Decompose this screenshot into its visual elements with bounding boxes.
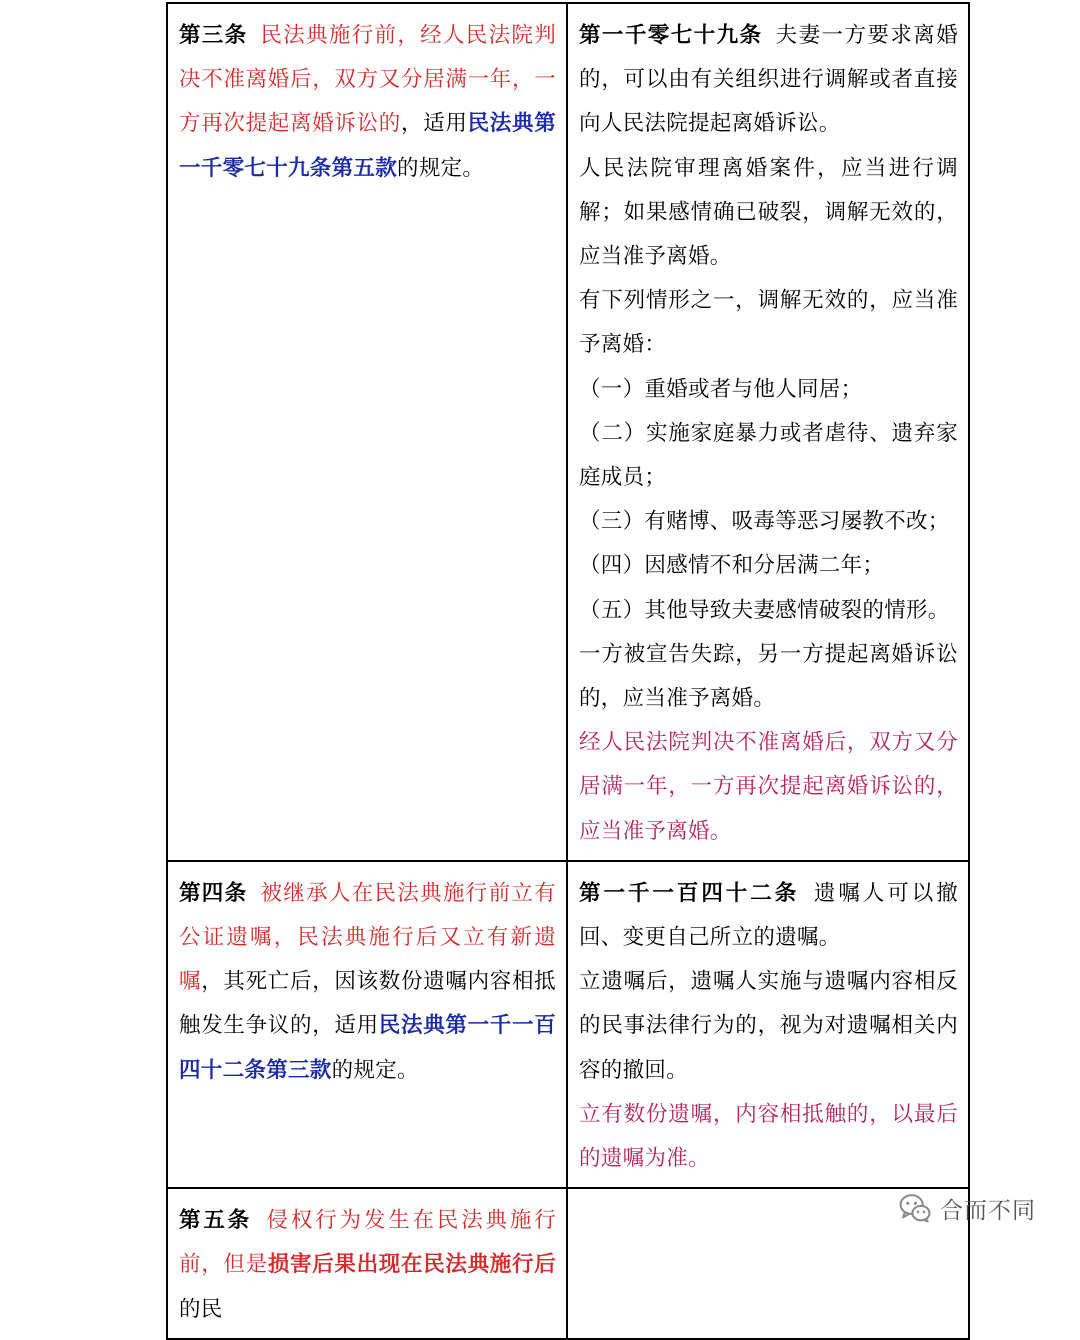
table-row <box>167 3 969 861</box>
civil-code-cell <box>567 861 969 1188</box>
civil-code-paragraph: （五）其他导致夫妻感情破裂的情形。 <box>579 597 950 623</box>
civil-code-paragraph: （四）因感情不和分居满二年； <box>579 553 885 579</box>
civil-code-paragraph: （三）有赌博、吸毒等恶习屡教不改； <box>579 509 950 535</box>
watermark-text: 合而不同 <box>940 1197 1036 1224</box>
article-text: 的规定。 <box>397 155 485 181</box>
article-text: 遗嘱人可以撤回、变更自己所立的遗嘱。 <box>579 880 958 951</box>
article-number: 第五条 <box>179 1208 252 1234</box>
civil-code-paragraph: 立遗嘱后，遗嘱人实施与遗嘱内容相反的民事法律行为的，视为对遗嘱相关内容的撤回。 <box>579 969 958 1083</box>
civil-code-paragraph <box>579 872 958 960</box>
civil-code-paragraph: 有下列情形之一，调解无效的，应当准予离婚： <box>579 288 958 358</box>
interpretation-cell <box>167 1188 567 1339</box>
article-number: 第一千零七十九条 <box>579 23 763 48</box>
interpretation-cell <box>167 3 567 861</box>
interpretation-paragraph <box>179 14 556 191</box>
article-text: ，适用 <box>401 111 468 137</box>
civil-code-paragraph: 经人民法院判决不准离婚后，双方又分居满一年，一方再次提起离婚诉讼的，应当准予离婚。 <box>579 730 958 844</box>
civil-code-paragraph: （二）实施家庭暴力或者虐待、遗弃家庭成员； <box>579 420 958 491</box>
table-row <box>167 861 969 1188</box>
referenced-article: 民法典第一千一百四十二条第三款 <box>179 1013 556 1083</box>
civil-code-paragraph: 人民法院审理离婚案件，应当进行调解；如果感情确已破裂，调解无效的，应当准予离婚。 <box>579 155 958 270</box>
article-number: 第四条 <box>179 880 248 906</box>
article-text: 侵权行为发生在民法典施行前，但是 <box>179 1208 556 1278</box>
referenced-article: 民法典第一千零七十九条第五款 <box>179 111 557 181</box>
article-text: 的民 <box>179 1296 223 1322</box>
watermark <box>898 1188 1036 1228</box>
civil-code-paragraph: （一）重婚或者与他人同居； <box>579 376 863 402</box>
article-text: 损害后果出现在民法典施行后 <box>267 1252 557 1278</box>
interpretation-paragraph <box>179 1199 556 1332</box>
civil-code-paragraph <box>579 14 958 147</box>
civil-code-cell <box>567 3 969 861</box>
interpretation-cell <box>167 861 567 1188</box>
civil-code-paragraph: 立有数份遗嘱，内容相抵触的，以最后的遗嘱为准。 <box>579 1101 958 1172</box>
wechat-icon <box>898 1191 932 1225</box>
article-text: 夫妻一方要求离婚的，可以由有关组织进行调解或者直接向人民法院提起离婚诉讼。 <box>579 23 958 137</box>
law-comparison-table <box>166 2 970 1340</box>
article-text: 民法典施行前，经人民法院判决不准离婚后，双方又分居满一年，一方再次提起离婚诉讼的 <box>179 23 556 137</box>
article-number: 第三条 <box>179 23 248 48</box>
article-text: 的规定。 <box>331 1057 419 1083</box>
table-row <box>167 1188 969 1339</box>
civil-code-paragraph: 一方被宣告失踪，另一方提起离婚诉讼的，应当准予离婚。 <box>579 641 958 712</box>
interpretation-paragraph <box>179 872 556 1093</box>
article-text: ，其死亡后，因该数份遗嘱内容相抵触发生争议的，适用 <box>179 969 556 1039</box>
article-text: 被继承人在民法典施行前立有公证遗嘱，民法典施行后又立有新遗嘱 <box>179 880 556 995</box>
article-number: 第一千一百四十二条 <box>579 880 800 906</box>
